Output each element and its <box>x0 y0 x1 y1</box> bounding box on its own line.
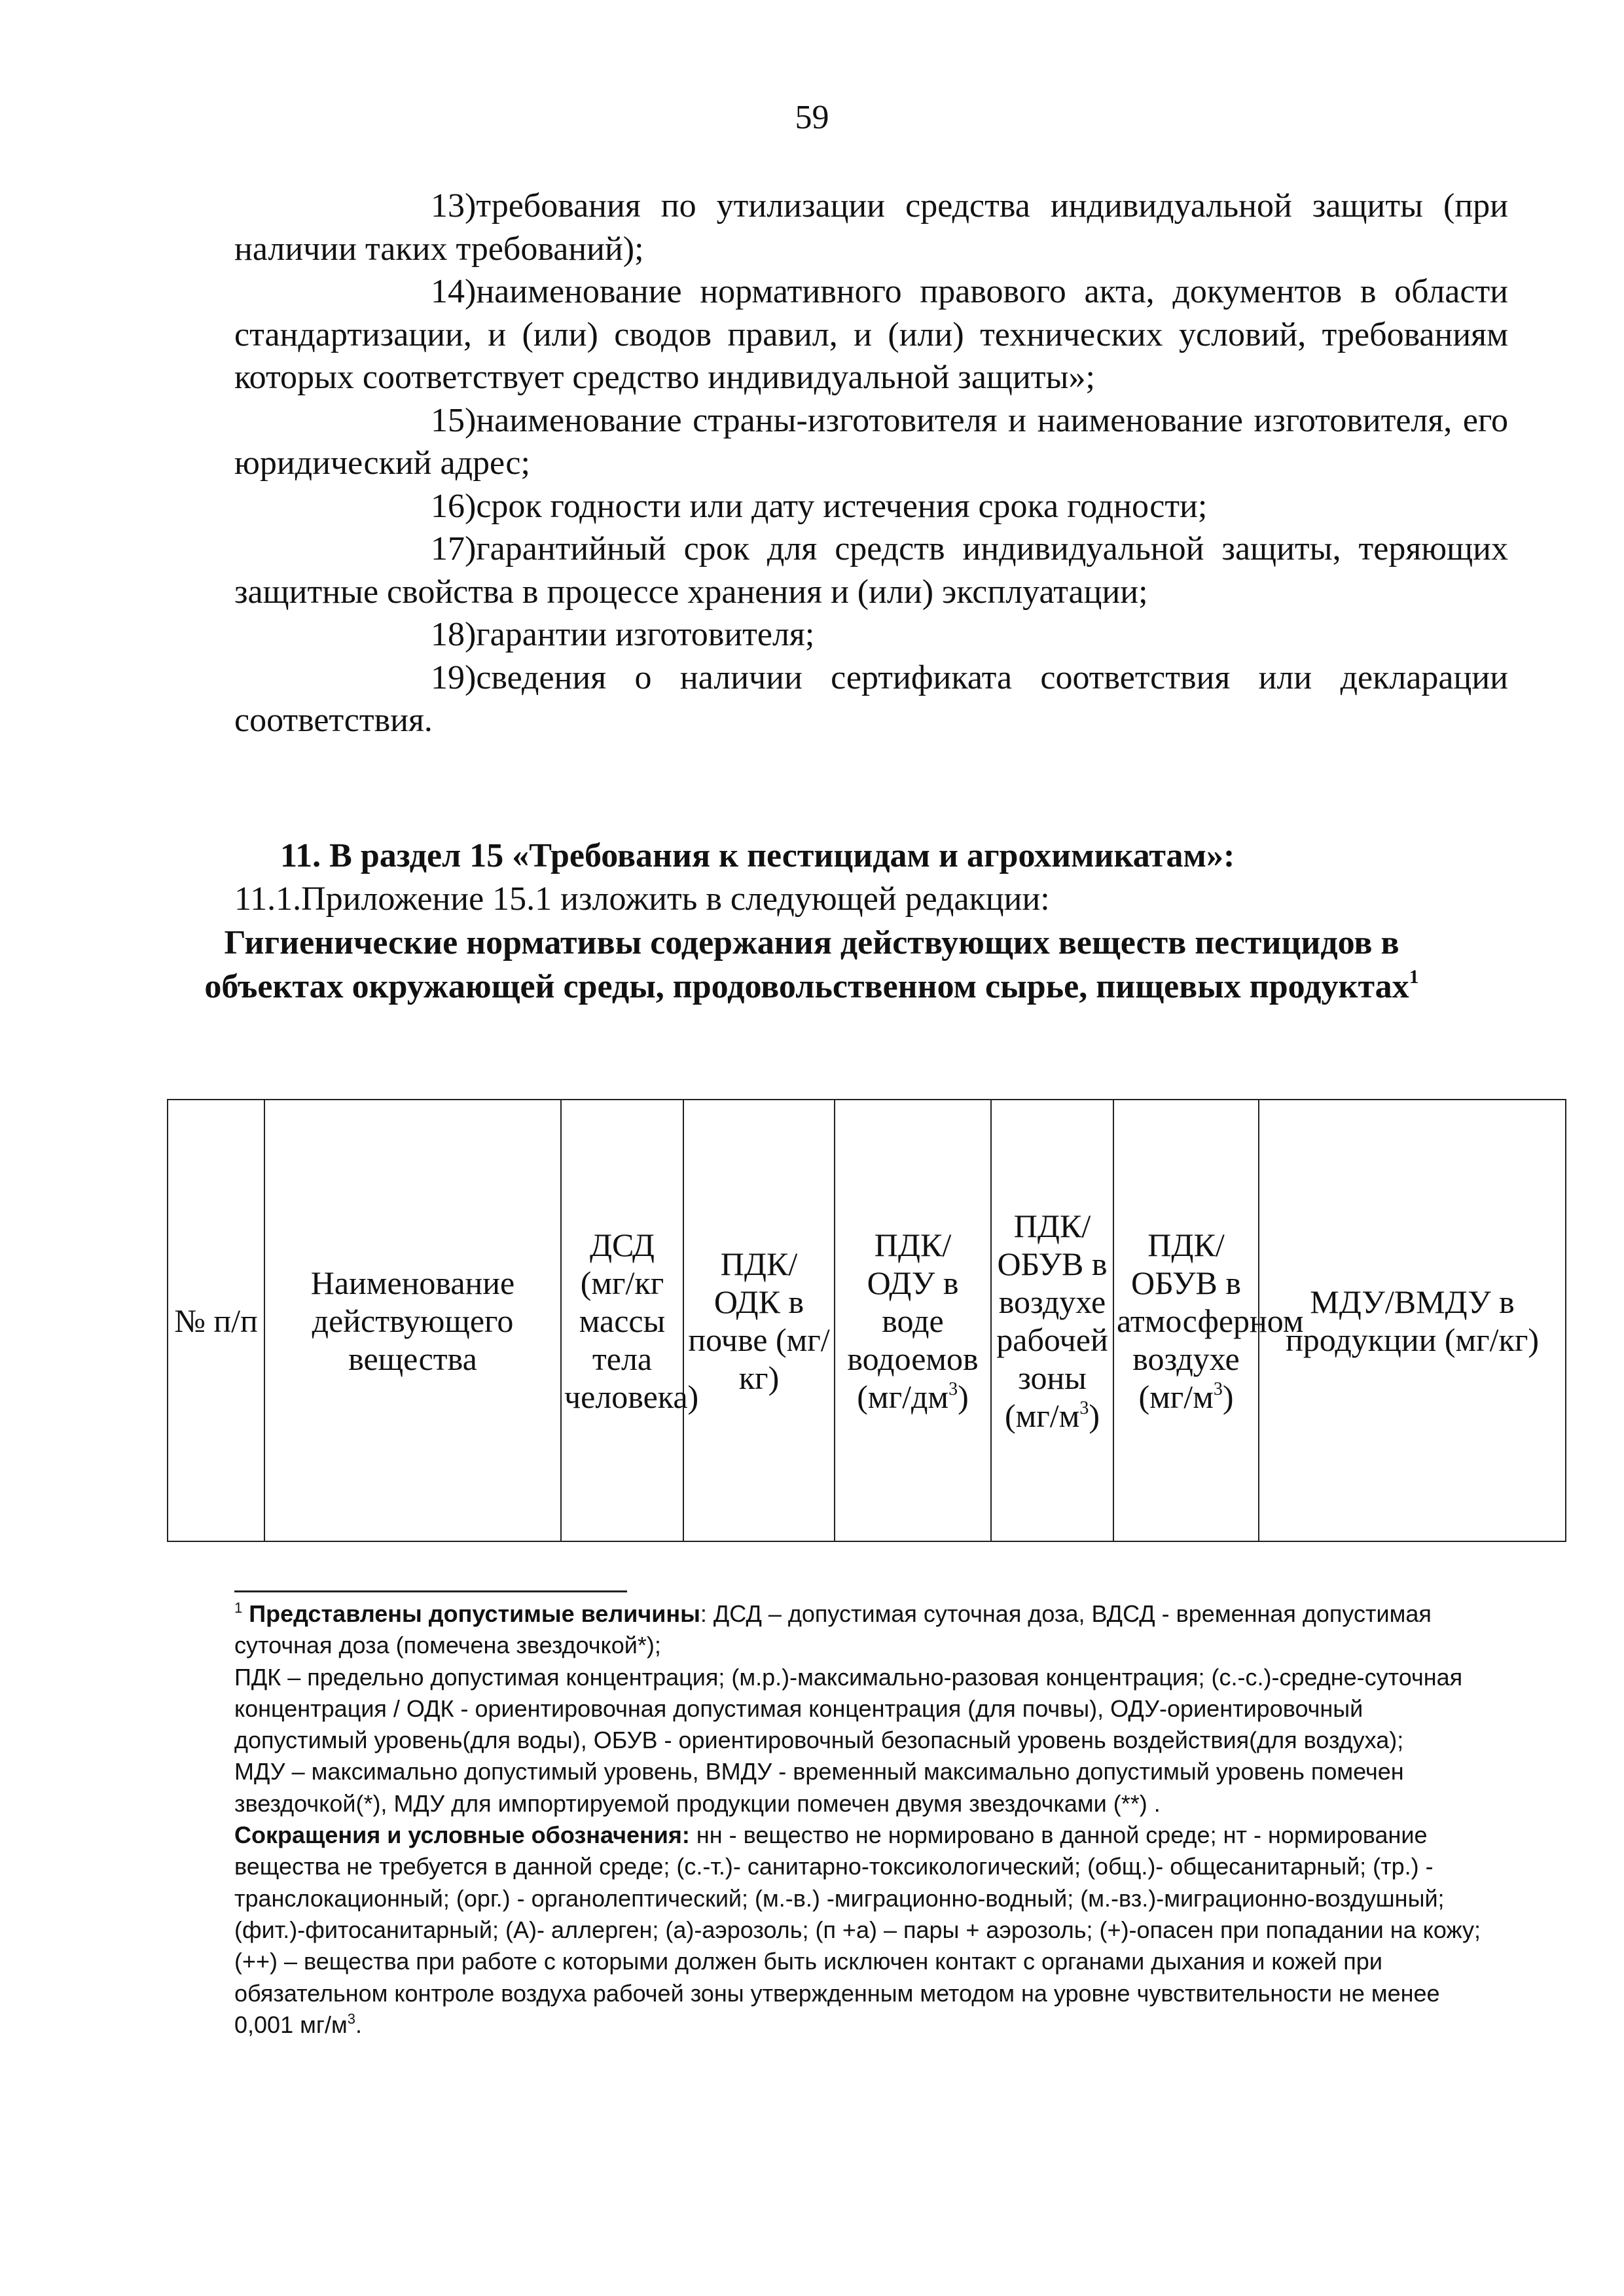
list-item-text: гарантийный срок для средств индивидуальной защиты, теряющих защитные свойства в процессе хранения и (или) эксплуатации; <box>234 530 1508 611</box>
table-title <box>196 921 1427 1009</box>
list-item <box>234 528 1508 613</box>
table-title-text: Гигиенические нормативы содержания действующих веществ пестицидов в объектах окружающей среды, продовольственном сырье, пищевых продуктах <box>204 924 1409 1005</box>
list-item-text: наименование нормативного правового акта, документов в области стандартизации, и (или) сводов правил, и (или) технических условий, требованиям которых соответствует средство индивидуальной защиты»; <box>234 273 1508 396</box>
table-header-row <box>168 1100 1566 1541</box>
requirements-list <box>234 185 1508 742</box>
header-soil: ПДК/ ОДК в почве (мг/кг) <box>683 1100 835 1541</box>
header-work-air: ПДК/ ОБУВ в воздухе рабочей зоны $(мг/м^3)$ <box>991 1100 1113 1541</box>
list-item-number: 14) <box>431 273 477 310</box>
list-item-number: 15) <box>431 401 477 439</box>
footnote-paragraph: ПДК – предельно допустимая концентрация; (м.р.)-максимально-разовая концентрация; (с.-с.)-средне-суточная концентрация / ОДК - ориентировочная допустимая концентрация (для почвы), ОДУ-ориентировочный допустимый уровень(для воды), ОБУВ - ориентировочный безопасный уровень воздействия(для воздуха); <box>234 1663 1463 1754</box>
table-title-footnote-mark: 1 <box>1409 966 1419 988</box>
norms-table <box>167 1099 1566 1542</box>
header-atmosphere: ПДК/ ОБУВ в атмосферном воздухе $(мг/м^3)$ <box>1113 1100 1259 1541</box>
footnote <box>234 1598 1485 2041</box>
list-item-text: наименование страны-изготовителя и наименование изготовителя, его юридический адрес; <box>234 401 1508 482</box>
section-subheading: 11.1.Приложение 15.1 изложить в следующей редакции: <box>234 880 1050 918</box>
list-item <box>234 399 1508 485</box>
list-item-number: 13) <box>431 187 477 224</box>
footnote-paragraph: $^1$ Представлены допустимые величины: ДСД – допустимая суточная доза, ВДСД - временная допустимая суточная доза (помечена звездочкой*); <box>234 1600 1432 1659</box>
list-item-text: требования по утилизации средства индивидуальной защиты (при наличии таких требований); <box>234 187 1508 268</box>
list-item <box>234 656 1508 742</box>
list-item <box>234 485 1508 528</box>
list-item-text: сведения о наличии сертификата соответствия или декларации соответствия. <box>234 658 1508 739</box>
header-number: № п/п <box>168 1100 264 1541</box>
list-item <box>234 185 1508 270</box>
list-item-number: 17) <box>431 530 477 567</box>
footnote-paragraph: Сокращения и условные обозначения: нн - вещество не нормировано в данной среде; нт - нормирование вещества не требуется в данной среде; (с.-т.)- санитарно-токсикологический; (общ.)- общесанитарный; (тр.) - транслокационный; (орг.) - органолептический; (м.-в.) -миграционно-водный; (м.-вз.)-миграционно-воздушный; (фит.)-фитосанитарный; (А)- аллерген; (а)-аэрозоль; (п +а) – пары + аэрозоль; (+)-опасен при попадании на кожу; (++) – вещества при работе с которыми должен быть исключен контакт с органами дыхания и кожей при обязательном контроле воздуха рабочей зоны утвержденным методом на уровне чувствительности не менее 0,001 $мг/м^3$. <box>234 1821 1481 2038</box>
footnote-separator <box>234 1590 627 1592</box>
list-item-number: 18) <box>431 616 477 653</box>
section-header <box>234 834 1508 921</box>
list-item <box>234 613 1508 656</box>
list-item-number: 19) <box>431 658 477 696</box>
section-heading: 11. В раздел 15 «Требования к пестицидам и агрохимикатам»: <box>280 837 1235 874</box>
list-item-text: гарантии изготовителя; <box>476 616 815 653</box>
header-mdu: МДУ/ВМДУ в продукции (мг/кг) <box>1259 1100 1566 1541</box>
header-water: ПДК/ ОДУ в воде водоемов $(мг/дм^3)$ <box>835 1100 991 1541</box>
footnote-paragraph: МДУ – максимально допустимый уровень, ВМДУ - временный максимально допустимый уровень помечен звездочкой(*), МДУ для импортируемой продукции помечен двумя звездочками (**) . <box>234 1758 1404 1817</box>
list-item <box>234 270 1508 399</box>
header-dsd: ДСД (мг/кг массы тела человека) <box>561 1100 683 1541</box>
list-item-number: 16) <box>431 487 477 525</box>
page-number: 59 <box>795 99 829 136</box>
header-substance-name: Наименование действующего вещества <box>264 1100 561 1541</box>
footnote-mark: 1 <box>234 1600 243 1616</box>
list-item-text: срок годности или дату истечения срока годности; <box>476 487 1208 525</box>
